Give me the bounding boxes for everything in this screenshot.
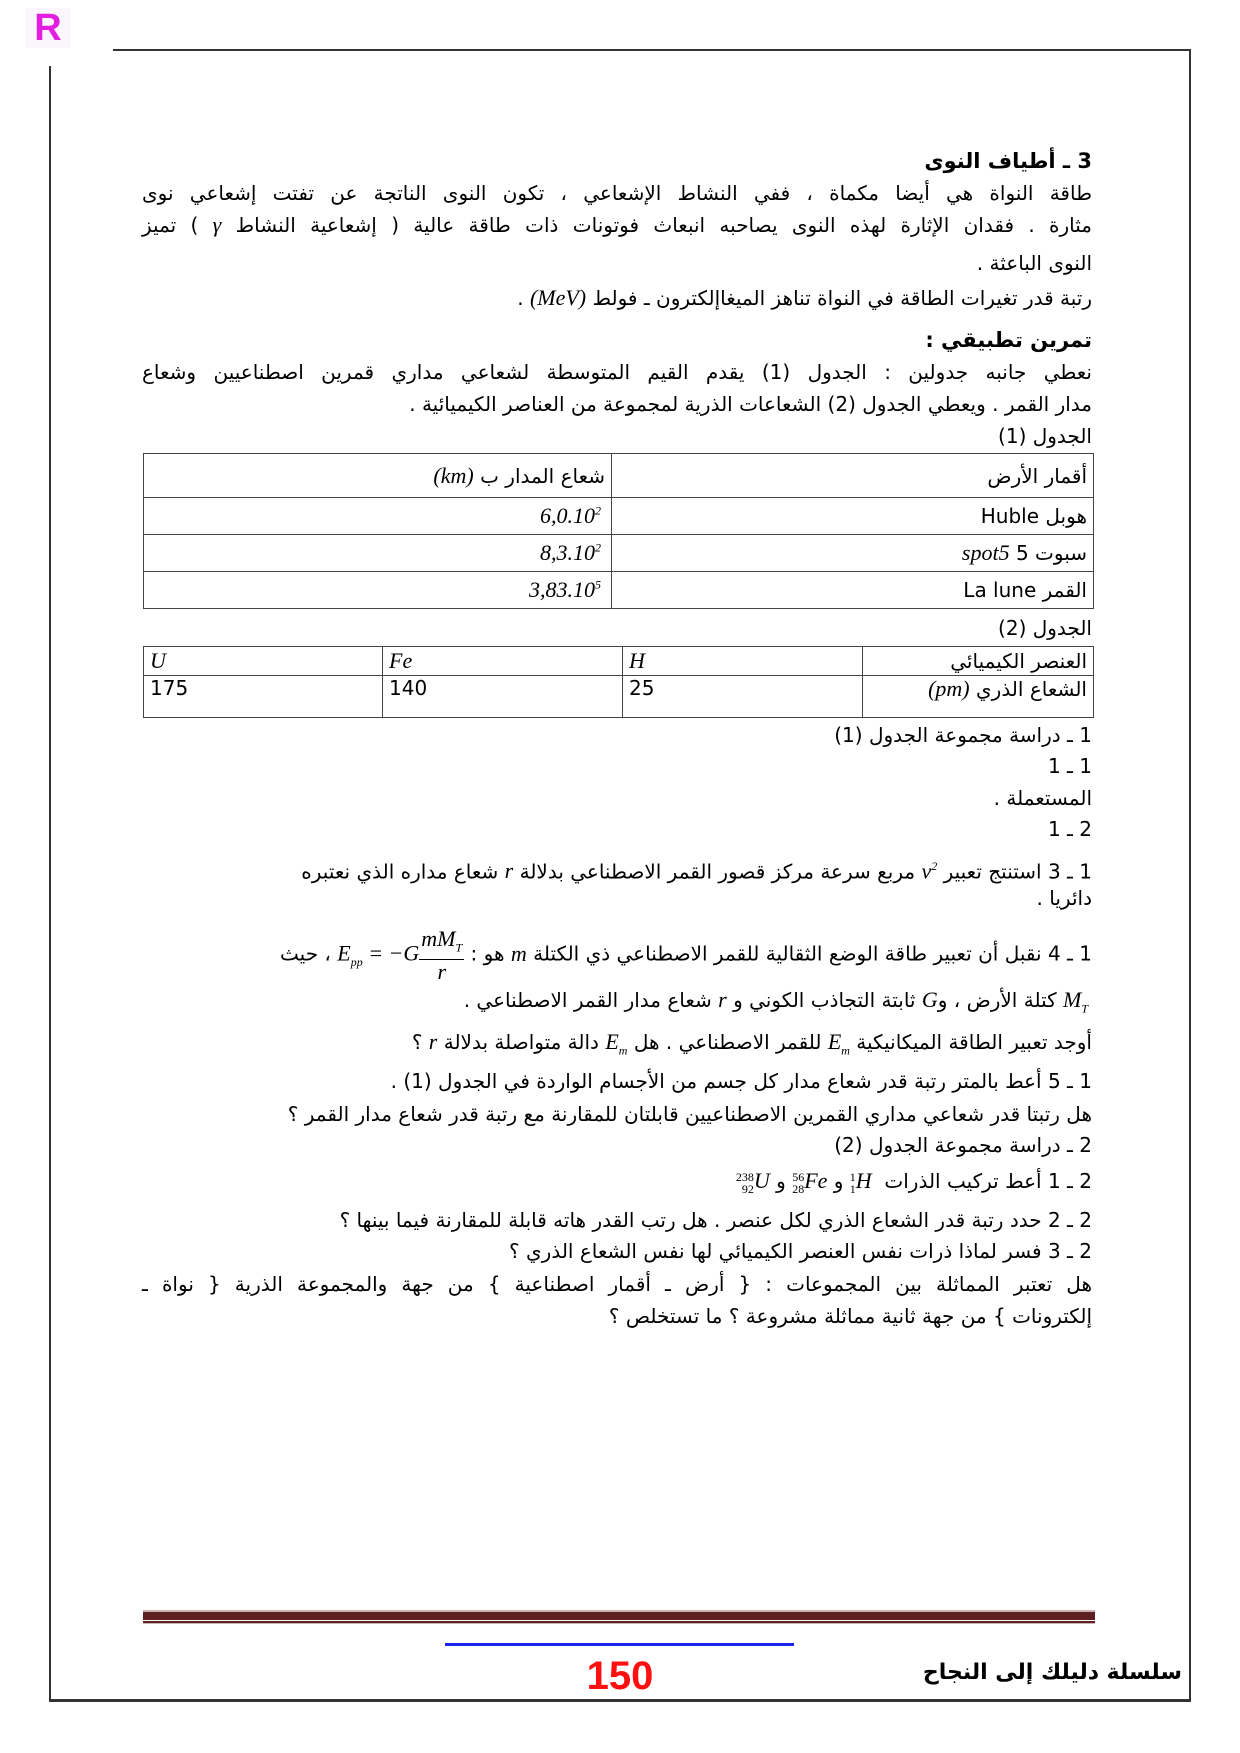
table-row [144, 647, 1094, 676]
header-cell: شعاع المدار ب (km) [144, 454, 612, 498]
question: 1 ـ 5 أعط بالمتر رتبة قدر شعاع مدار كل جسم من الأجسام الواردة في الجدول (1) . [390, 1069, 1092, 1093]
question: 2 ـ 3 فسر لماذا ذرات نفس العنصر الكيميائي لها نفس الشعاع الذري ؟ [509, 1239, 1092, 1263]
gamma-symbol: γ [212, 212, 222, 237]
question: 2 ـ 1 [1047, 817, 1092, 841]
header-cell: أقمار الأرض [612, 454, 1094, 498]
series-title: سلسلة دليلك إلى النجاح [922, 1660, 1182, 1685]
paragraph-line: مدار القمر . ويعطي الجدول (2) الشعاعات الذرية لمجموعة من العناصر الكيميائية . [409, 392, 1092, 416]
table-2 [143, 646, 1094, 718]
footer-divider-thin [143, 1621, 1095, 1624]
table-row [144, 535, 1094, 572]
question: المستعملة . [993, 786, 1092, 810]
question: 1 ـ 3 استنتج تعبير $v^2$ مربع سرعة مركز قصور القمر الاصطناعي بدلالة r شعاع مداره الذي نعتبره [301, 858, 1092, 884]
table1-caption: الجدول (1) [998, 424, 1092, 448]
question: 1 ـ 4 نقبل أن تعبير طاقة الوضع الثقالية للقمر الاصطناعي ذي الكتلة m هو : $E_{pp} = -G$ $\frac{mM_T}{r}$ ، حيث [280, 926, 1092, 985]
table-row [144, 676, 1094, 718]
element-symbol: H [623, 647, 863, 676]
orbit-radius: 3,83.10$^5$ [144, 572, 612, 609]
question: 2 ـ 1 أعط تركيب الذرات 1 1 H و 56 28 Fe و 238 92 U [735, 1168, 1092, 1196]
footer-divider [143, 1610, 1095, 1620]
atomic-radius: 175 [144, 676, 383, 718]
question: 2 ـ دراسة مجموعة الجدول (2) [834, 1133, 1092, 1157]
frame-left [49, 66, 51, 1701]
question: 1 ـ 1 [1047, 754, 1092, 778]
link-underline [445, 1643, 794, 1646]
question: هل تعتبر المماثلة بين المجموعات : { أرض ـ أقمار اصطناعية } من جهة والمجموعة الذرية { نواة ـ [142, 1272, 1092, 1296]
logo: R [26, 8, 70, 48]
atomic-radius: 140 [383, 676, 623, 718]
row-label: العنصر الكيميائي [863, 647, 1094, 676]
page-number: 150 [586, 1654, 654, 1698]
potential-energy-formula: $E_{pp} = -G$ $\frac{mM_T}{r}$ [337, 926, 463, 985]
satellite-name: القمر La lune [612, 572, 1094, 609]
question: دائريا . [1036, 886, 1092, 910]
question: $M_T$ كتلة الأرض ، وG ثابتة التجاذب الكوني و r شعاع مدار القمر الاصطناعي . [463, 987, 1088, 1016]
table-header-row [144, 454, 1094, 498]
question: أوجد تعبير الطاقة الميكانيكية $E_m$ للقمر الاصطناعي . هل $E_m$ دالة متواصلة بدلالة r ؟ [411, 1029, 1092, 1058]
paragraph-line: نعطي جانبه جدولين : الجدول (1) يقدم القيم المتوسطة لشعاعي مداري قمرين اصطناعيين وشعاع [142, 360, 1092, 384]
table-row [144, 572, 1094, 609]
satellite-name: هوبل Huble [612, 498, 1094, 535]
frame-right [1189, 49, 1191, 1701]
element-symbol: U [144, 647, 383, 676]
table-row [144, 498, 1094, 535]
frame-bottom [49, 1699, 1191, 1702]
exercise-heading: تمرين تطبيقي : [925, 328, 1092, 352]
frame-top [113, 49, 1191, 51]
row-label: الشعاع الذري (pm) [863, 676, 1094, 718]
question: 2 ـ 2 حدد رتبة قدر الشعاع الذري لكل عنصر . هل رتب القدر هاته قابلة للمقارنة فيما بينها ؟ [339, 1208, 1092, 1232]
question: هل رتبتا قدر شعاعي مداري القمرين الاصطناعيين قابلتان للمقارنة مع رتبة قدر شعاع مدار القمر ؟ [287, 1102, 1092, 1126]
mev-unit: (MeV) [529, 285, 587, 310]
table-1 [143, 453, 1094, 609]
satellite-name: سبوت 5 spot5 [612, 535, 1094, 572]
orbit-radius: 8,3.10$^2$ [144, 535, 612, 572]
question: 1 ـ دراسة مجموعة الجدول (1) [834, 723, 1092, 747]
paragraph-line: رتبة قدر تغيرات الطاقة في النواة تناهز الميغاإلكترون ـ فولط (MeV) . [517, 285, 1092, 310]
question: إلكترونات } من جهة ثانية مماثلة مشروعة ؟ ما تستخلص ؟ [608, 1304, 1092, 1328]
table2-caption: الجدول (2) [998, 616, 1092, 640]
atomic-radius: 25 [623, 676, 863, 718]
section-title: 3 ـ أطياف النوى [924, 149, 1092, 173]
orbit-radius: 6,0.10$^2$ [144, 498, 612, 535]
paragraph-line: النوى الباعثة . [976, 251, 1092, 275]
paragraph-line: طاقة النواة هي أيضا مكماة ، ففي النشاط الإشعاعي ، تكون النوى الناتجة عن تفتت إشعاعي نوى [142, 181, 1092, 205]
paragraph-line: مثارة . فقدان الإثارة لهذه النوى يصاحبه انبعاث فوتونات ذات طاقة عالية ( إشعاعية النشاط γ ) تميز [142, 212, 1093, 237]
element-symbol: Fe [383, 647, 623, 676]
